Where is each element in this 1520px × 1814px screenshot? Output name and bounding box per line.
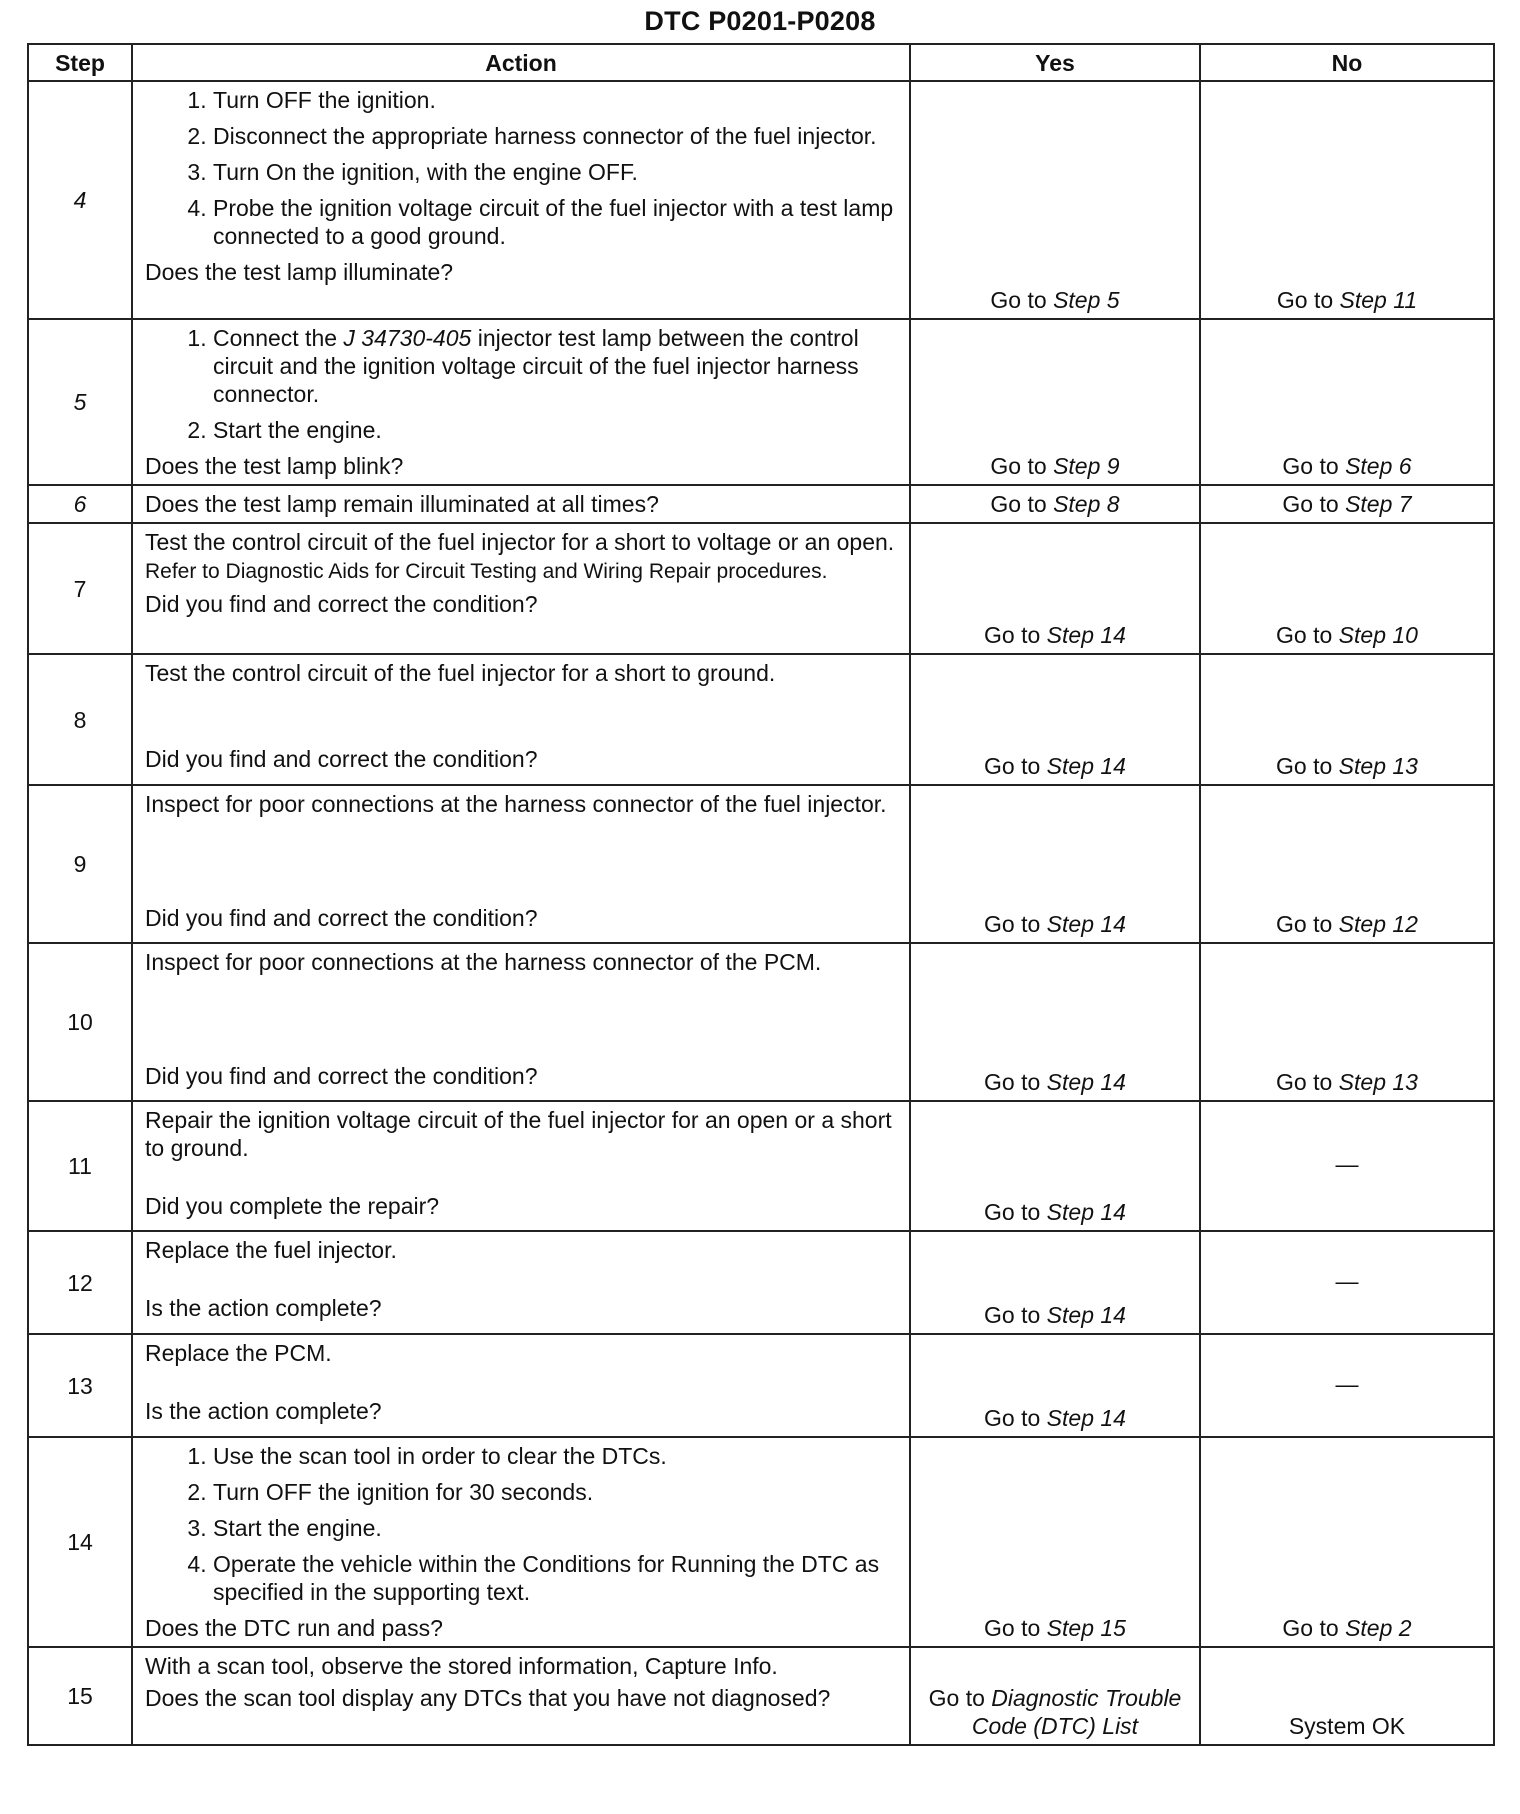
goto-text: Go to xyxy=(984,753,1041,779)
dtc-list-link[interactable]: Diagnostic Trouble Code (DTC) List xyxy=(971,1685,1182,1739)
step-link[interactable]: Step 14 xyxy=(1046,1069,1126,1095)
goto-text: Go to xyxy=(1276,753,1333,779)
goto-text: Go to xyxy=(990,491,1047,517)
step-link[interactable]: Step 10 xyxy=(1338,622,1418,648)
instruction-item: 1. Connect the J 34730-405 injector test lamp between the control circuit and the ignition voltage circuit of the fuel injector harness connector. xyxy=(213,324,903,408)
no-cell xyxy=(1200,654,1494,785)
goto-text: Go to xyxy=(1276,911,1333,937)
table-row xyxy=(28,1437,1494,1647)
question-text: Did you find and correct the condition? xyxy=(145,591,538,617)
header-row xyxy=(28,44,1494,81)
step-link[interactable]: Step 7 xyxy=(1345,491,1412,517)
goto-text: Go to xyxy=(984,1302,1041,1328)
table-row xyxy=(28,81,1494,319)
goto-text: Go to xyxy=(990,287,1047,313)
goto-text: Go to xyxy=(984,622,1041,648)
no-cell xyxy=(1200,81,1494,319)
step-link[interactable]: Step 14 xyxy=(1046,1302,1126,1328)
table-row xyxy=(28,1101,1494,1231)
step-link[interactable]: Step 14 xyxy=(1046,753,1126,779)
page-title: DTC P0201-P0208 xyxy=(644,6,876,36)
instruction-list xyxy=(145,324,903,444)
step-link[interactable]: Step 9 xyxy=(1053,453,1120,479)
instruction-text: Inspect for poor connections at the harness connector of the fuel injector. xyxy=(145,791,887,817)
step-number: 5 xyxy=(28,319,132,485)
reference-note: Refer to Diagnostic Aids for Circuit Testing and Wiring Repair procedures. xyxy=(145,560,828,583)
question-text: Does the scan tool display any DTCs that you have not diagnosed? xyxy=(145,1685,831,1711)
step-link[interactable]: Step 6 xyxy=(1345,453,1412,479)
instruction-item: 4. Operate the vehicle within the Conditions for Running the DTC as specified in the supporting text. xyxy=(213,1550,903,1606)
header-action: Action xyxy=(132,44,910,81)
question-text: Does the DTC run and pass? xyxy=(145,1615,443,1641)
table-row xyxy=(28,785,1494,943)
instruction-item: 1. Use the scan tool in order to clear the DTCs. xyxy=(213,1442,903,1470)
instruction-item: 4. Probe the ignition voltage circuit of the fuel injector with a test lamp connected to a good ground. xyxy=(213,194,903,250)
instruction-item: 1. Turn OFF the ignition. xyxy=(213,86,903,114)
step-link[interactable]: Step 13 xyxy=(1338,753,1418,779)
instruction-text: With a scan tool, observe the stored information, Capture Info. xyxy=(145,1653,778,1679)
step-number: 4 xyxy=(28,81,132,319)
instruction-text: Test the control circuit of the fuel injector for a short to voltage or an open. Refer to Diagnostic Aids for Circuit Testing and Wiring Repair procedures. xyxy=(145,529,895,583)
goto-text: Go to xyxy=(984,1405,1041,1431)
no-cell xyxy=(1200,319,1494,485)
step-number: 11 xyxy=(28,1101,132,1231)
instruction-list xyxy=(145,1442,903,1606)
instruction-text: Inspect for poor connections at the harness connector of the PCM. xyxy=(145,949,822,975)
instruction-item: 2. Disconnect the appropriate harness connector of the fuel injector. xyxy=(213,122,903,150)
goto-text: Go to xyxy=(1282,1615,1339,1641)
step-number: 9 xyxy=(28,785,132,943)
action-cell xyxy=(132,1647,910,1745)
no-cell: System OK xyxy=(1200,1647,1494,1745)
goto-text: Go to xyxy=(984,1615,1041,1641)
action-cell xyxy=(132,943,910,1101)
goto-text: Go to xyxy=(1276,1069,1333,1095)
step-number: 10 xyxy=(28,943,132,1101)
instruction-item: 3. Start the engine. xyxy=(213,1514,903,1542)
step-number: 8 xyxy=(28,654,132,785)
no-cell: — xyxy=(1200,1101,1494,1231)
table-row xyxy=(28,485,1494,523)
diagnostic-table xyxy=(27,43,1495,1746)
step-link[interactable]: Step 13 xyxy=(1338,1069,1418,1095)
instruction-text: Replace the fuel injector. xyxy=(145,1237,397,1263)
header-step: Step xyxy=(28,44,132,81)
tool-reference: J 34730-405 xyxy=(343,325,472,351)
table-row xyxy=(28,654,1494,785)
instruction-list xyxy=(145,86,903,250)
no-cell xyxy=(1200,523,1494,654)
step-number: 15 xyxy=(28,1647,132,1745)
step-link[interactable]: Step 2 xyxy=(1345,1615,1412,1641)
step-link[interactable]: Step 11 xyxy=(1339,287,1418,313)
no-cell xyxy=(1200,1437,1494,1647)
action-cell xyxy=(132,523,910,654)
yes-cell xyxy=(910,485,1200,523)
action-cell xyxy=(132,654,910,785)
instruction-text: Repair the ignition voltage circuit of the fuel injector for an open or a short to ground. xyxy=(145,1107,892,1161)
action-cell xyxy=(132,1231,910,1334)
question-text: Did you complete the repair? xyxy=(145,1193,440,1219)
question-text: Does the test lamp remain illuminated at all times? xyxy=(145,491,659,517)
yes-cell xyxy=(910,654,1200,785)
goto-text: Go to xyxy=(1276,287,1334,313)
step-number: 6 xyxy=(28,485,132,523)
instruction-text: Replace the PCM. xyxy=(145,1340,332,1366)
question-text: Does the test lamp illuminate? xyxy=(145,259,454,285)
step-link[interactable]: Step 12 xyxy=(1338,911,1418,937)
step-number: 12 xyxy=(28,1231,132,1334)
instruction-item: 3. Turn On the ignition, with the engine OFF. xyxy=(213,158,903,186)
step-link[interactable]: Step 15 xyxy=(1046,1615,1126,1641)
yes-cell xyxy=(910,81,1200,319)
action-cell xyxy=(132,1437,910,1647)
goto-text: Go to xyxy=(1276,622,1333,648)
question-text: Did you find and correct the condition? xyxy=(145,746,538,772)
header-no: No xyxy=(1200,44,1494,81)
yes-cell xyxy=(910,785,1200,943)
question-text: Did you find and correct the condition? xyxy=(145,905,538,931)
yes-cell xyxy=(910,1437,1200,1647)
step-number: 14 xyxy=(28,1437,132,1647)
goto-text: Go to xyxy=(1282,453,1339,479)
goto-text: Go to xyxy=(928,1685,985,1711)
goto-text: Go to xyxy=(984,911,1041,937)
action-cell xyxy=(132,319,910,485)
goto-text: Go to xyxy=(984,1199,1041,1225)
action-cell xyxy=(132,1334,910,1437)
goto-text: Go to xyxy=(984,1069,1041,1095)
step-number: 13 xyxy=(28,1334,132,1437)
table-row xyxy=(28,1231,1494,1334)
no-cell xyxy=(1200,485,1494,523)
no-cell: — xyxy=(1200,1334,1494,1437)
step-link[interactable]: Step 14 xyxy=(1046,911,1126,937)
no-cell: — xyxy=(1200,1231,1494,1334)
table-row xyxy=(28,1647,1494,1745)
yes-cell xyxy=(910,1334,1200,1437)
action-cell xyxy=(132,1101,910,1231)
table-row xyxy=(28,523,1494,654)
instruction-item: 2. Start the engine. xyxy=(213,416,903,444)
no-cell xyxy=(1200,943,1494,1101)
goto-text: Go to xyxy=(990,453,1047,479)
yes-cell xyxy=(910,1647,1200,1745)
header-yes: Yes xyxy=(910,44,1200,81)
yes-cell xyxy=(910,523,1200,654)
step-link[interactable]: Step 14 xyxy=(1046,1405,1126,1431)
instruction-item: 2. Turn OFF the ignition for 30 seconds. xyxy=(213,1478,903,1506)
instruction-text: Test the control circuit of the fuel injector for a short to ground. xyxy=(145,660,776,686)
step-link[interactable]: Step 14 xyxy=(1046,1199,1126,1225)
yes-cell xyxy=(910,943,1200,1101)
action-cell xyxy=(132,485,910,523)
yes-cell xyxy=(910,1231,1200,1334)
step-link[interactable]: Step 14 xyxy=(1046,622,1126,648)
table-row xyxy=(28,943,1494,1101)
goto-text: Go to xyxy=(1282,491,1339,517)
question-text: Did you find and correct the condition? xyxy=(145,1063,538,1089)
action-cell xyxy=(132,81,910,319)
question-text: Is the action complete? xyxy=(145,1398,382,1424)
action-cell xyxy=(132,785,910,943)
question-text: Does the test lamp blink? xyxy=(145,453,404,479)
yes-cell xyxy=(910,1101,1200,1231)
step-number: 7 xyxy=(28,523,132,654)
table-row xyxy=(28,319,1494,485)
yes-cell xyxy=(910,319,1200,485)
step-link[interactable]: Step 5 xyxy=(1053,287,1120,313)
table-row xyxy=(28,1334,1494,1437)
step-link[interactable]: Step 8 xyxy=(1053,491,1120,517)
question-text: Is the action complete? xyxy=(145,1295,382,1321)
no-cell xyxy=(1200,785,1494,943)
